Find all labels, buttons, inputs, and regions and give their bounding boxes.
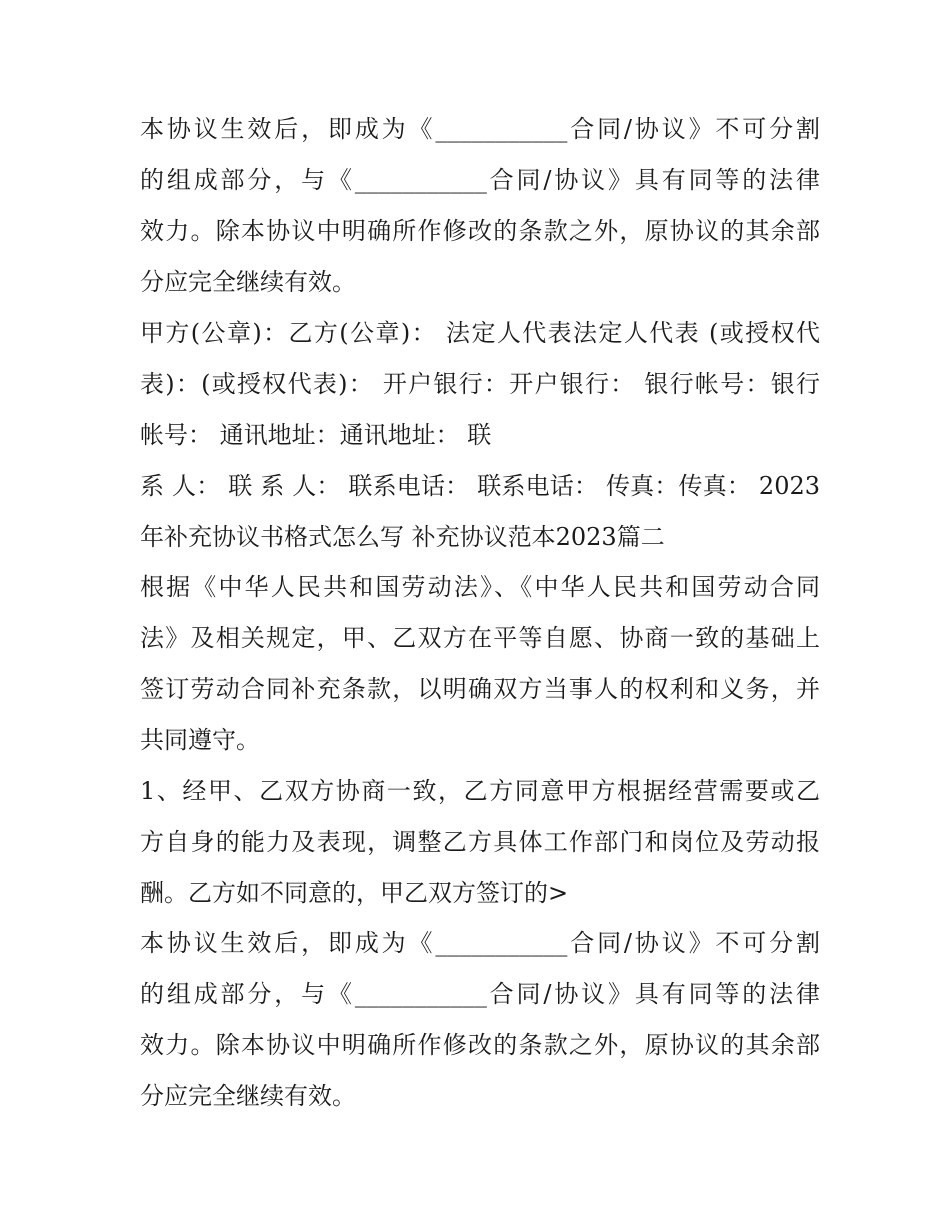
text-line: 分应完全继续有效。 xyxy=(140,1082,356,1110)
text-line: 根据《中华人民共和国劳动法》、《中华人民共和国劳动合同 xyxy=(140,573,820,601)
text-line: 甲方(公章)：乙方(公章)： 法定人代表法定人代表 (或授权代 xyxy=(140,319,820,347)
text-line: 帐号： 通讯地址：通讯地址： 联 xyxy=(140,421,492,449)
text-line: 表)：(或授权代表)： 开户银行：开户银行： 银行帐号：银行 xyxy=(140,370,820,398)
text-line: 法》及相关规定，甲、乙双方在平等自愿、协商一致的基础上 xyxy=(140,624,820,652)
text-line: 方自身的能力及表现，调整乙方具体工作部门和岗位及劳动报 xyxy=(140,828,820,856)
text-line: 的组成部分，与《___________合同/协议》具有同等的法律 xyxy=(140,980,820,1008)
text-line: 年补充协议书格式怎么写 补充协议范本2023篇二 xyxy=(140,523,665,551)
text-line: 共同遵守。 xyxy=(140,726,260,754)
text-line: 1、经甲、乙双方协商一致，乙方同意甲方根据经营需要或乙 xyxy=(140,777,820,805)
text-line: 的组成部分，与《___________合同/协议》具有同等的法律 xyxy=(140,166,820,194)
text-line: 分应完全继续有效。 xyxy=(140,268,356,296)
text-line: 本协议生效后，即成为《___________合同/协议》不可分割 xyxy=(140,929,820,957)
text-line: 效力。除本协议中明确所作修改的条款之外，原协议的其余部 xyxy=(140,1031,820,1059)
text-line: 酬。乙方如不同意的，甲乙双方签订的> xyxy=(140,879,569,907)
text-line: 本协议生效后，即成为《___________合同/协议》不可分割 xyxy=(140,115,820,143)
text-line: 效力。除本协议中明确所作修改的条款之外，原协议的其余部 xyxy=(140,217,820,245)
text-line: 系 人： 联 系 人： 联系电话： 联系电话： 传真：传真： 2023 xyxy=(140,472,820,500)
text-line: 签订劳动合同补充条款，以明确双方当事人的权利和义务，并 xyxy=(140,675,820,703)
